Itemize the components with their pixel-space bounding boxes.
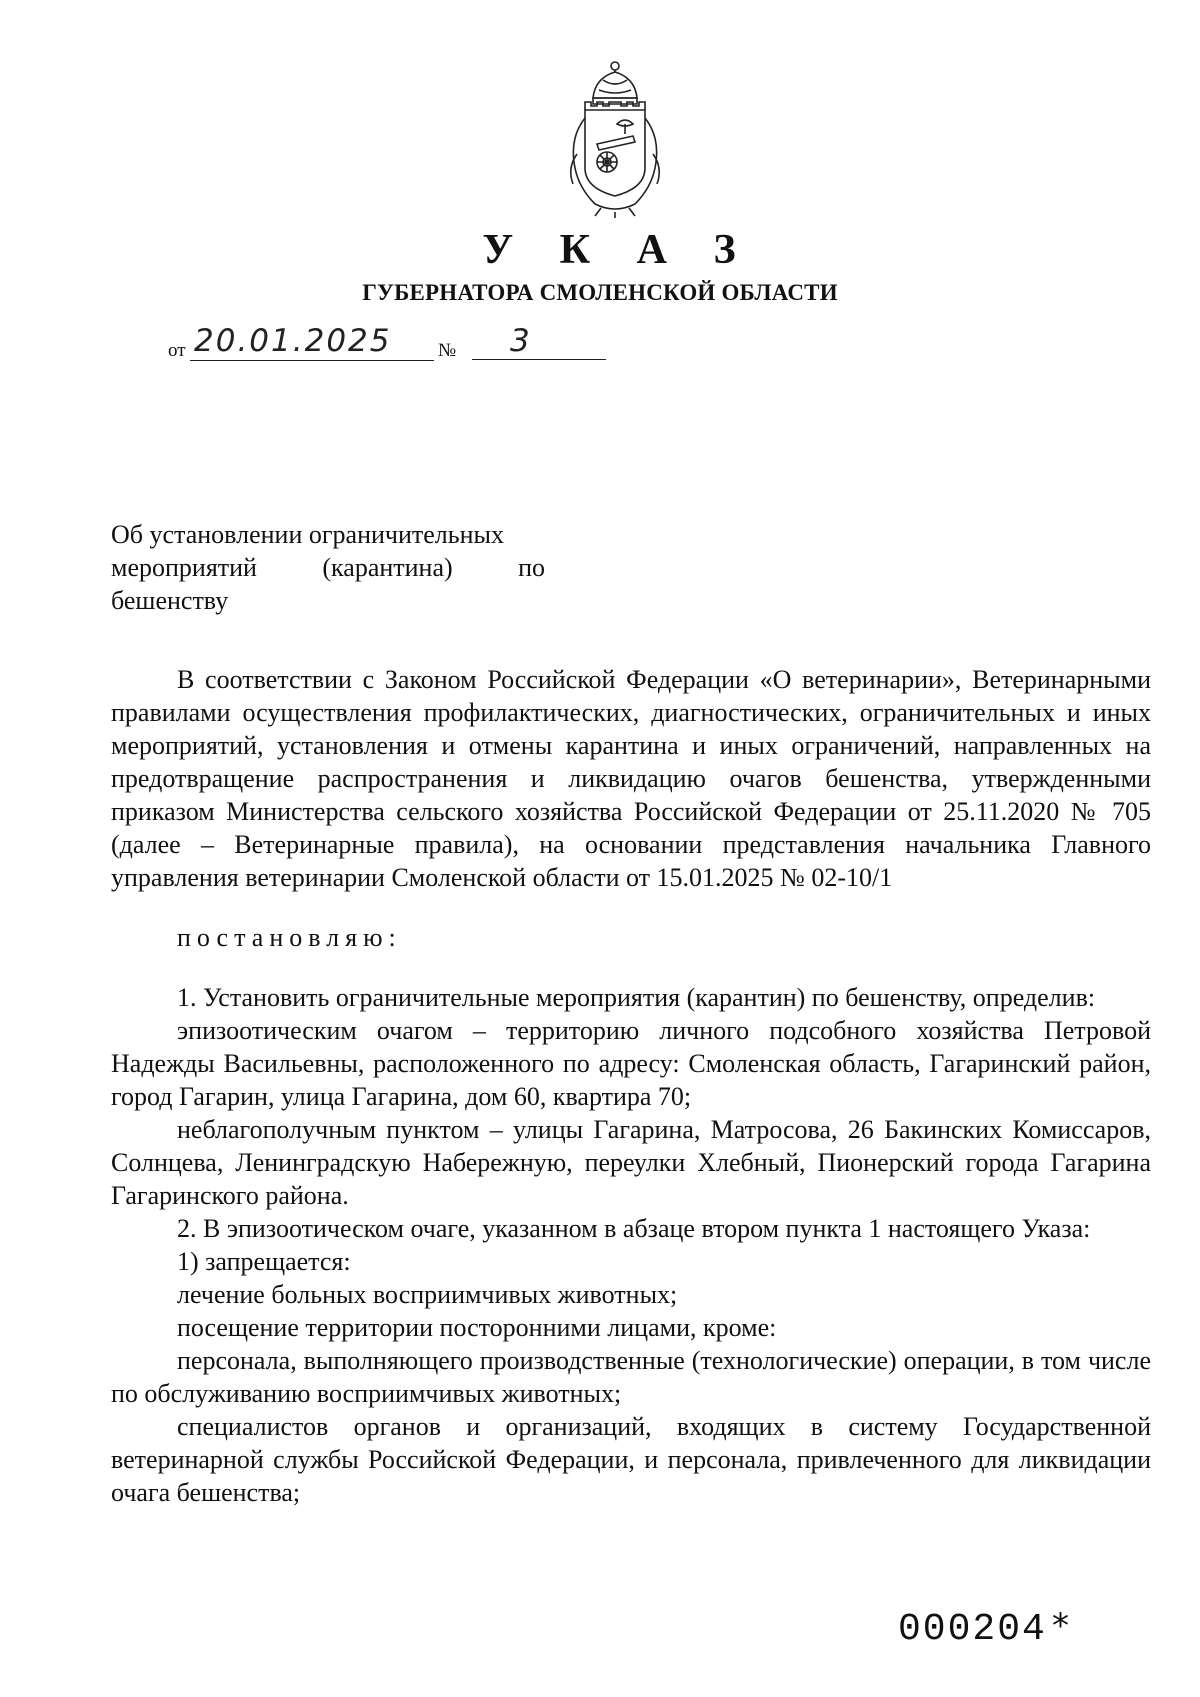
subject-line: мероприятий (карантина) по bbox=[111, 553, 545, 582]
body-paragraph: лечение больных восприимчивых животных; bbox=[177, 1280, 678, 1309]
resolve-word: постановляю: bbox=[177, 923, 402, 952]
date-number-line bbox=[168, 323, 608, 368]
body-paragraph: неблагополучным пунктом – улицы Гагарина, Матросова, 26 Бакинских Комиссаров, Солнцева, Ленинградскую Набережную, переулки Хлебный, Пионерский города Гагарина Гагаринского района. bbox=[111, 1115, 1151, 1210]
decree-subject bbox=[111, 518, 545, 617]
preamble-paragraph: В соответствии с Законом Российской Федерации «О ветеринарии», Ветеринарными правилами осуществления профилактических, диагностических, ограничительных и иных мероприятий, установления и отмены карантина и иных ограничений, направленных на предотвращение распространения и ликвидацию очагов бешенства, утвержденными приказом Министерства сельского хозяйства Российской Федерации от 25.11.2020 № 705 (далее – Ветеринарные правила), на основании представления начальника Главного управления ветеринарии Смоленской области от 15.01.2025 № 02-10/1 bbox=[111, 665, 1151, 892]
body-paragraph: персонала, выполняющего производственные (технологические) операции, в том числе по обслуживанию восприимчивых животных; bbox=[111, 1346, 1151, 1408]
document-serial-number: 000204 bbox=[898, 1608, 1047, 1651]
body-paragraph: 2. В эпизоотическом очаге, указанном в абзаце втором пункта 1 настоящего Указа: bbox=[177, 1214, 1091, 1243]
decree-body bbox=[111, 663, 1151, 1509]
subject-line: Об установлении ограничительных bbox=[111, 520, 505, 549]
issuer-title: ГУБЕРНАТОРА СМОЛЕНСКОЙ ОБЛАСТИ bbox=[362, 280, 838, 305]
body-paragraph: эпизоотическим очагом – территорию личного подсобного хозяйства Петровой Надежды Васильевны, расположенного по адресу: Смоленская область, Гагаринский район, город Гагарин, улица Гагарина, дом 60, квартира 70; bbox=[111, 1016, 1151, 1111]
decree-number: 3 bbox=[472, 324, 606, 360]
body-paragraph: посещение территории посторонними лицами, кроме: bbox=[177, 1313, 777, 1342]
subject-line: бешенству bbox=[111, 586, 229, 615]
decree-title: У К А З bbox=[482, 227, 754, 273]
decree-date: 20.01.2025 bbox=[190, 324, 434, 361]
body-paragraph: специалистов органов и организаций, входящих в систему Государственной ветеринарной службы Российской Федерации, и персонала, привлеченного для ликвидации очага бешенства; bbox=[111, 1412, 1151, 1507]
serial-mark: * bbox=[1052, 1606, 1069, 1646]
date-prefix: от bbox=[168, 340, 186, 361]
coat-of-arms-icon bbox=[555, 58, 675, 220]
body-paragraph: 1) запрещается: bbox=[177, 1247, 351, 1276]
number-prefix: № bbox=[438, 340, 457, 361]
body-paragraph: 1. Установить ограничительные мероприятия (карантин) по бешенству, определив: bbox=[177, 983, 1096, 1012]
